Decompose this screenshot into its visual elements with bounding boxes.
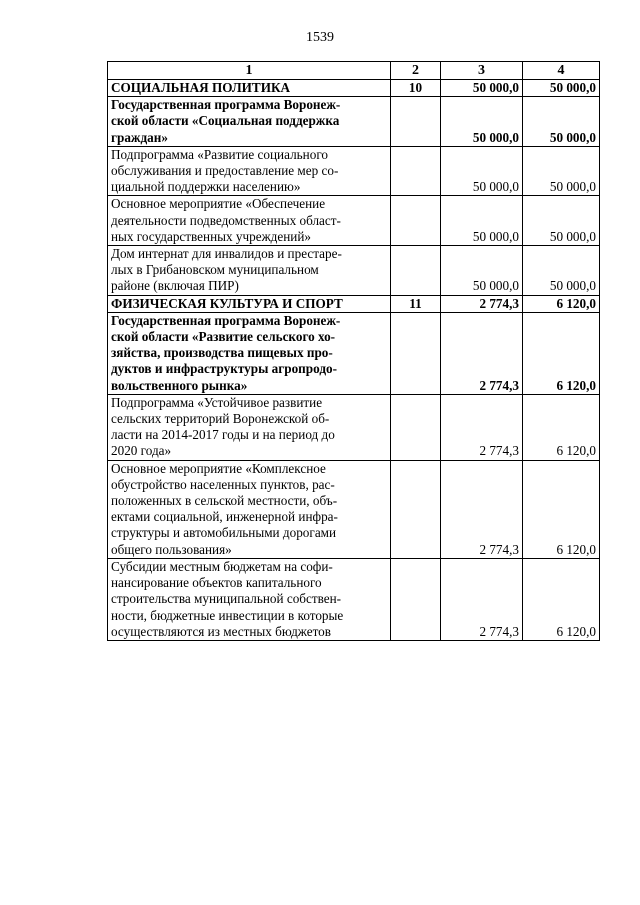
- row-name-line: сельских территорий Воронежской об-: [111, 411, 330, 427]
- row-name-line: ской области «Развитие сельского хо-: [111, 329, 336, 345]
- row-value-col4: 6 120,0: [523, 460, 600, 558]
- row-value-col4: 6 120,0: [523, 312, 600, 394]
- row-name-line: ласти на 2014-2017 годы и на период до: [111, 427, 335, 443]
- row-name-line: граждан»: [111, 129, 168, 145]
- row-value-col3: 50 000,0: [441, 146, 523, 196]
- row-value-col4: 6 120,0: [523, 558, 600, 640]
- table-row: [108, 97, 600, 147]
- row-name-cell: [108, 558, 391, 640]
- row-value-col3: 50 000,0: [441, 246, 523, 296]
- row-name-cell: [108, 460, 391, 558]
- table-row: [108, 80, 600, 97]
- table-row: [108, 394, 600, 460]
- row-name-line: нансирование объектов капитального: [111, 575, 322, 591]
- row-code-cell: [391, 460, 441, 558]
- row-value-col3: 2 774,3: [441, 394, 523, 460]
- row-value-col4: 50 000,0: [523, 146, 600, 196]
- row-name-line: осуществляются из местных бюджетов: [111, 623, 331, 639]
- table-row: [108, 460, 600, 558]
- row-code-cell: [391, 196, 441, 246]
- row-name-line: деятельности подведомственных област-: [111, 212, 341, 228]
- row-name-line: вольственного рынка»: [111, 377, 248, 393]
- row-code-cell: 10: [391, 80, 441, 97]
- row-value-col4: 50 000,0: [523, 97, 600, 147]
- row-code-cell: [391, 558, 441, 640]
- row-code-cell: [391, 97, 441, 147]
- row-name-line: ектами социальной, инженерной инфра-: [111, 509, 338, 525]
- table-row: [108, 295, 600, 312]
- row-name-line: Подпрограмма «Развитие социального: [111, 146, 328, 162]
- row-name-line: обслуживания и предоставление мер со-: [111, 163, 339, 179]
- table-body: [108, 80, 600, 641]
- row-value-col3: 2 774,3: [441, 460, 523, 558]
- row-name-line: обустройство населенных пунктов, рас-: [111, 476, 335, 492]
- row-name-line: ности, бюджетные инвестиции в которые: [111, 607, 344, 623]
- header-row: [108, 62, 600, 80]
- table-row: [108, 246, 600, 296]
- header-col-3: 3: [441, 62, 523, 80]
- row-code-cell: [391, 394, 441, 460]
- row-value-col4: 6 120,0: [523, 295, 600, 312]
- row-name-line: ФИЗИЧЕСКАЯ КУЛЬТУРА И СПОРТ: [111, 295, 343, 311]
- row-name-line: циальной поддержки населению»: [111, 179, 301, 195]
- row-name-line: Основное мероприятие «Комплексное: [111, 460, 326, 476]
- row-value-col4: 6 120,0: [523, 394, 600, 460]
- header-col-4: 4: [523, 62, 600, 80]
- row-name-cell: [108, 394, 391, 460]
- row-code-cell: [391, 312, 441, 394]
- row-name-line: районе (включая ПИР): [111, 278, 239, 294]
- row-value-col3: 50 000,0: [441, 97, 523, 147]
- row-value-col3: 2 774,3: [441, 295, 523, 312]
- page-number: 1539: [306, 30, 334, 45]
- row-name-line: Подпрограмма «Устойчивое развитие: [111, 394, 323, 410]
- row-name-cell: [108, 146, 391, 196]
- row-name-line: лых в Грибановском муниципальном: [111, 262, 319, 278]
- row-value-col4: 50 000,0: [523, 246, 600, 296]
- header-col-1: 1: [108, 62, 391, 80]
- row-name-cell: [108, 246, 391, 296]
- row-code-cell: [391, 246, 441, 296]
- row-code-cell: [391, 146, 441, 196]
- row-name-line: СОЦИАЛЬНАЯ ПОЛИТИКА: [111, 80, 291, 95]
- row-value-col3: 2 774,3: [441, 558, 523, 640]
- row-value-col3: 50 000,0: [441, 196, 523, 246]
- row-name-line: дуктов и инфраструктуры агропродо-: [111, 361, 337, 377]
- row-value-col4: 50 000,0: [523, 196, 600, 246]
- row-name-line: Дом интернат для инвалидов и престаре-: [111, 246, 342, 262]
- row-value-col3: 2 774,3: [441, 312, 523, 394]
- row-name-line: положенных в сельской местности, объ-: [111, 493, 338, 509]
- row-name-line: 2020 года»: [111, 443, 172, 459]
- row-name-line: ных государственных учреждений»: [111, 228, 312, 244]
- table-row: [108, 558, 600, 640]
- row-value-col4: 50 000,0: [523, 80, 600, 97]
- row-name-cell: [108, 295, 391, 312]
- table-row: [108, 312, 600, 394]
- row-name-line: структуры и автомобильными дорогами: [111, 525, 337, 541]
- row-name-line: Государственная программа Воронеж-: [111, 97, 341, 113]
- row-name-line: Государственная программа Воронеж-: [111, 312, 341, 328]
- budget-table: [107, 61, 600, 641]
- row-code-cell: 11: [391, 295, 441, 312]
- row-name-line: ской области «Социальная поддержка: [111, 113, 340, 129]
- row-name-cell: [108, 97, 391, 147]
- row-name-line: общего пользования»: [111, 541, 232, 557]
- row-name-cell: [108, 80, 391, 97]
- row-value-col3: 50 000,0: [441, 80, 523, 97]
- row-name-line: зяйства, производства пищевых про-: [111, 345, 333, 361]
- table-row: [108, 146, 600, 196]
- row-name-line: Субсидии местным бюджетам на софи-: [111, 558, 333, 574]
- row-name-line: строительства муниципальной собствен-: [111, 591, 342, 607]
- row-name-cell: [108, 196, 391, 246]
- table-row: [108, 196, 600, 246]
- header-col-2: 2: [391, 62, 441, 80]
- row-name-cell: [108, 312, 391, 394]
- row-name-line: Основное мероприятие «Обеспечение: [111, 196, 326, 212]
